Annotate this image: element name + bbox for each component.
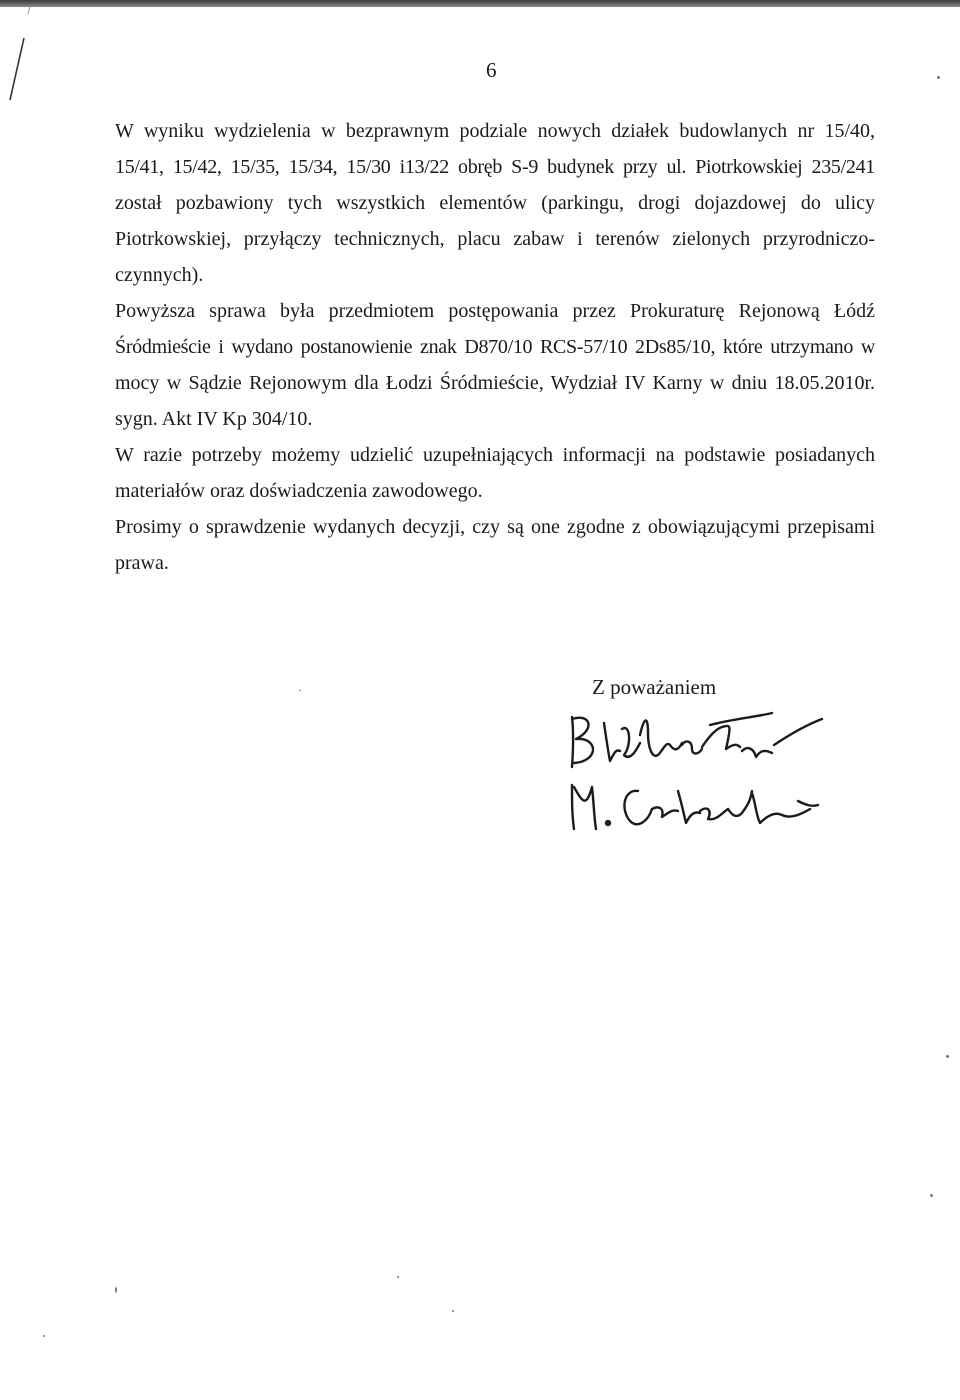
body-line: został pozbawiony tych wszystkich elementów (parkingu, drogi dojazdowej do ulicy bbox=[115, 192, 875, 214]
body-line: W razie potrzeby możemy udzielić uzupełniających informacji na podstawie posiadanych bbox=[115, 444, 875, 466]
body-line: materiałów oraz doświadczenia zawodowego. bbox=[115, 480, 483, 502]
scan-speck bbox=[930, 1194, 933, 1197]
letter-body bbox=[115, 113, 875, 581]
body-line: sygn. Akt IV Kp 304/10. bbox=[115, 408, 313, 430]
body-line: mocy w Sądzie Rejonowym dla Łodzi Śródmieście, Wydział IV Karny w dniu 18.05.2010r. bbox=[115, 372, 875, 394]
scan-speck bbox=[946, 1055, 949, 1058]
scan-speck bbox=[397, 1276, 399, 1278]
body-line: Prosimy o sprawdzenie wydanych decyzji, czy są one zgodne z obowiązującymi przepisami bbox=[115, 516, 875, 538]
closing-salutation: Z poważaniem bbox=[592, 675, 717, 699]
body-line: prawa. bbox=[115, 552, 169, 574]
body-line: W wyniku wydzielenia w bezprawnym podziale nowych działek budowlanych nr 15/40, bbox=[115, 120, 875, 142]
scan-speck bbox=[937, 76, 940, 79]
ink-dot: · bbox=[298, 683, 302, 697]
body-line: Powyższa sprawa była przedmiotem postępowania przez Prokuraturę Rejonową Łódź bbox=[115, 300, 875, 322]
top-scan-edge bbox=[0, 0, 960, 7]
scan-speck bbox=[452, 1310, 454, 1312]
body-line: czynnych). bbox=[115, 264, 204, 286]
scan-speck bbox=[43, 1335, 45, 1337]
page-number: 6 bbox=[486, 58, 497, 82]
handwritten-signature bbox=[560, 705, 840, 855]
body-line: Piotrkowskiej, przyłączy technicznych, placu zabaw i terenów zielonych przyrodniczo- bbox=[115, 228, 875, 250]
scan-speck bbox=[115, 1287, 117, 1293]
margin-pen-mark bbox=[0, 0, 40, 110]
body-line: Śródmieście i wydano postanowienie znak D870/10 RCS-57/10 2Ds85/10, które utrzymano w bbox=[115, 336, 875, 358]
body-line: 15/41, 15/42, 15/35, 15/34, 15/30 i13/22 obręb S-9 budynek przy ul. Piotrkowskiej 235/241 bbox=[115, 156, 875, 178]
